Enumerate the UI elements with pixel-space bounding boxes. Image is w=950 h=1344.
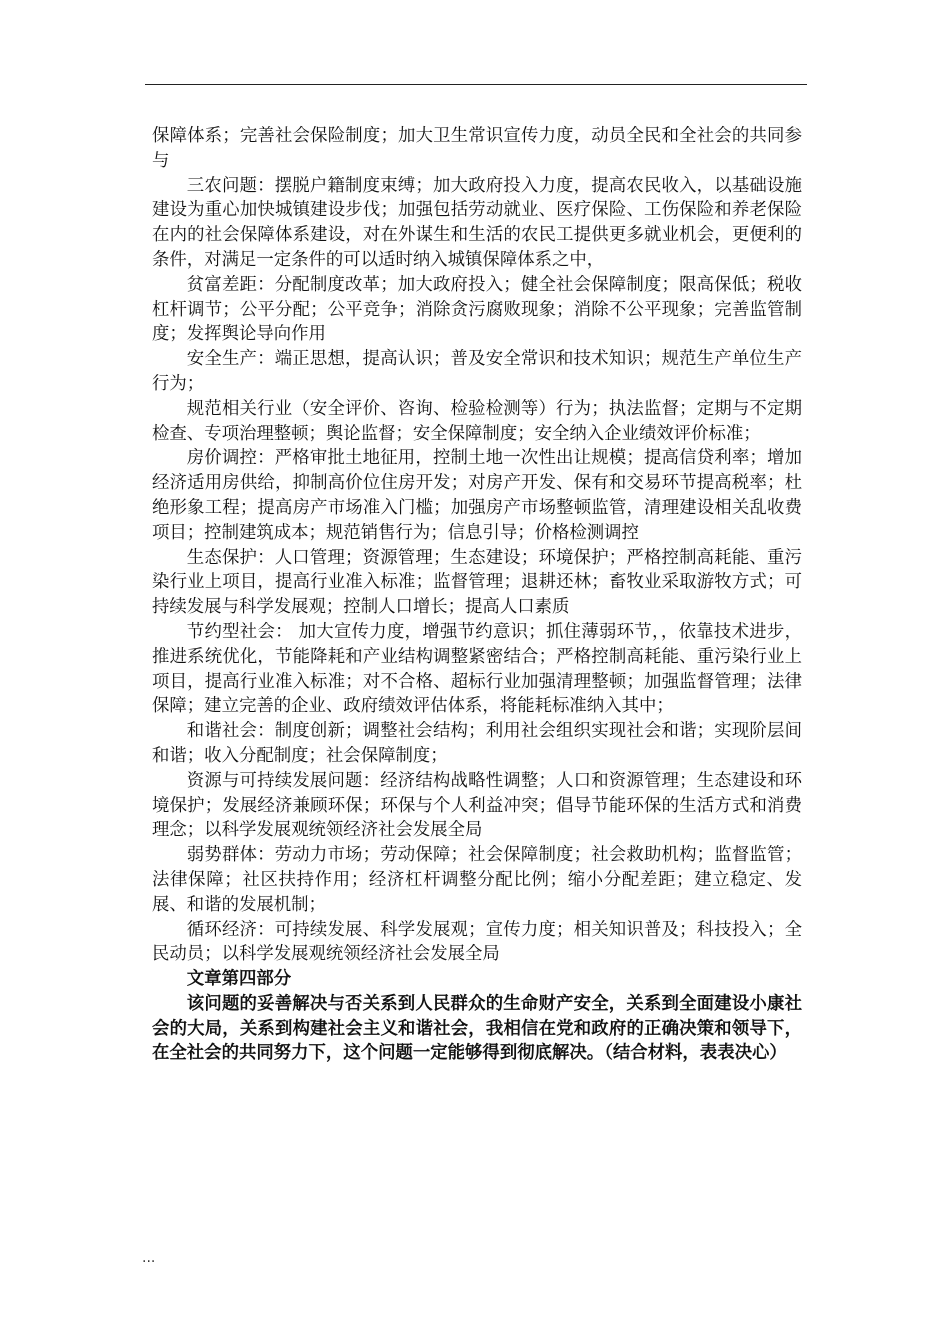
document-body	[152, 124, 802, 1066]
paragraph-conclusion: 该问题的妥善解决与否关系到人民群众的生命财产安全，关系到全面建设小康社会的大局，关系到构建社会主义和谐社会，我相信在党和政府的正确决策和领导下，在全社会的共同努力下，这个问题一定能够得到彻底解决。（结合材料，表表决心）	[152, 993, 802, 1064]
paragraph-safe-production: 安全生产：端正思想，提高认识；普及安全常识和技术知识；规范生产单位生产行为；	[152, 349, 802, 394]
paragraph-wealth-gap: 贫富差距：分配制度改革；加大政府投入；健全社会保障制度；限高保低；税收杠杆调节；公平分配；公平竞争；消除贪污腐败现象；消除不公平现象；完善监管制度；发挥舆论导向作用	[152, 274, 802, 345]
header-rule	[145, 84, 807, 85]
paragraph-housing-price: 房价调控：严格审批土地征用，控制土地一次性出让规模；提高信贷利率；增加经济适用房供给，抑制高价位住房开发；对房产开发、保有和交易环节提高税率；杜绝形象工程；提高房产市场准入门槛；加强房产市场整顿监管，清理建设相关乱收费项目；控制建筑成本；规范销售行为；信息引导；价格检测调控	[152, 448, 802, 543]
paragraph-harmonious-society: 和谐社会：制度创新；调整社会结构；利用社会组织实现社会和谐；实现阶层间和谐；收入分配制度；社会保障制度；	[152, 721, 802, 766]
paragraph-vulnerable-groups: 弱势群体：劳动力市场；劳动保障；社会保障制度；社会救助机构；监督监管；法律保障；社区扶持作用；经济杠杆调整分配比例；缩小分配差距；建立稳定、发展、和谐的发展机制；	[152, 845, 802, 915]
paragraph-ecology: 生态保护：人口管理；资源管理；生态建设；环境保护；严格控制高耗能、重污染行业上项目，提高行业准入标准；监督管理；退耕还林；畜牧业采取游牧方式；可持续发展与科学发展观；控制人口增长；提高人口素质	[152, 547, 802, 618]
paragraph-conservation-society: 节约型社会： 加大宣传力度，增强节约意识；抓住薄弱环节，，依靠技术进步，推进系统优化，节能降耗和产业结构调整紧密结合；严格控制高耗能、重污染行业上项目，提高行业准入标准；对不合格、超标行业加强清理整顿；加强监督管理；法律保障；建立完善的企业、政府绩效评估体系，将能耗标准纳入其中；	[152, 621, 802, 717]
page-footer: ...	[142, 1250, 156, 1266]
paragraph-sustainable-development: 资源与可持续发展问题：经济结构战略性调整；人口和资源管理；生态建设和环境保护；发展经济兼顾环保；环保与个人利益冲突；倡导节能环保的生活方式和消费理念；以科学发展观统领经济社会发展全局	[152, 770, 802, 841]
paragraph-circular-economy: 循环经济：可持续发展、科学发展观；宣传力度；相关知识普及；科技投入；全民动员；以科学发展观统领经济社会发展全局	[152, 919, 802, 965]
paragraph-rural-issues: 三农问题：摆脱户籍制度束缚；加大政府投入力度，提高农民收入，以基础设施建设为重心加快城镇建设步伐；加强包括劳动就业、医疗保险、工伤保险和养老保险在内的社会保障体系建设，对在外谋生和生活的农民工提供更多就业机会，更便利的条件，对满足一定条件的可以适时纳入城镇保障体系之中，	[152, 175, 802, 270]
paragraph-industry-regulation: 规范相关行业（安全评价、咨询、检验检测等）行为；执法监督；定期与不定期检查、专项治理整顿；舆论监督；安全保障制度；安全纳入企业绩效评价标准；	[152, 398, 802, 444]
paragraph-social-security: 保障体系；完善社会保险制度；加大卫生常识宣传力度，动员全民和全社会的共同参与	[152, 126, 802, 171]
section-heading-part-four: 文章第四部分	[186, 969, 292, 990]
